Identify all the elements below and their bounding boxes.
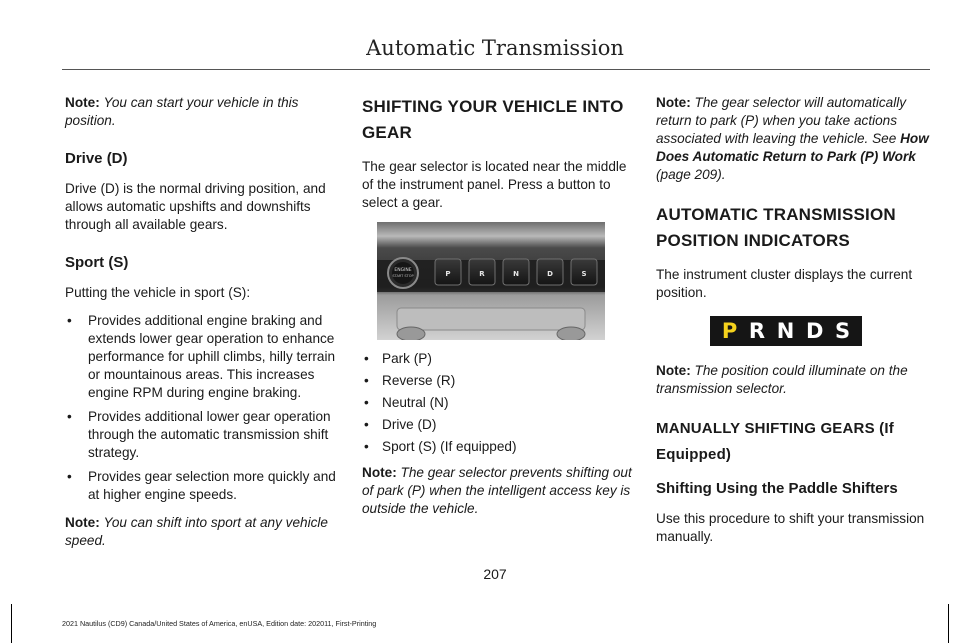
- note-sport-speed: [65, 514, 340, 550]
- list-item: • Provides additional engine braking and extends lower gear operation to enhance performance for uphill climbs, hilly terrain or mountainous areas. This increases engine RPM during engine braking.: [65, 312, 340, 402]
- note-start-position: [65, 94, 340, 130]
- list-item: • Reverse (R): [362, 372, 637, 390]
- list-item: • Provides additional lower gear operation through the automatic transmission shift strategy.: [65, 408, 340, 462]
- note-text: You can shift into sport at any vehicle speed.: [65, 515, 328, 548]
- engine-button-label: ENGINE: [394, 268, 412, 273]
- note-label: Note:: [65, 95, 100, 110]
- paddle-shifters-heading: Shifting Using the Paddle Shifters: [656, 480, 898, 497]
- gear-list: [362, 350, 637, 456]
- note-label: Note:: [656, 363, 691, 378]
- list-item: • Provides gear selection more quickly and at higher engine speeds.: [65, 468, 340, 504]
- list-item: • Sport (S) (If equipped): [362, 438, 637, 456]
- chapter-title: Automatic Transmission: [366, 36, 624, 60]
- page-header: [0, 0, 960, 70]
- note-text: The position could illuminate on the transmission selector.: [656, 363, 908, 396]
- indicator-letter-r: R: [748, 319, 766, 343]
- gear-button-s: S: [581, 270, 587, 278]
- cross-reference-link[interactable]: How Does Automatic Return to Park (P) Work: [656, 131, 929, 164]
- indicator-letter-p: P: [721, 319, 738, 343]
- gear-selector-image: [377, 222, 605, 340]
- crop-mark-bottom-right: [948, 604, 949, 643]
- gear-selector-illustration: [377, 222, 605, 340]
- sport-heading: Sport (S): [65, 254, 129, 271]
- note-intelligent-key: [362, 464, 637, 518]
- indicator-letter-n: N: [776, 319, 795, 343]
- gear-buttons: [435, 259, 597, 285]
- note-label: Note:: [362, 465, 397, 480]
- note-text: You can start your vehicle in this position.: [65, 95, 299, 128]
- sport-intro: Putting the vehicle in sport (S):: [65, 285, 251, 300]
- list-item: • Neutral (N): [362, 394, 637, 412]
- note-text: The gear selector will automatically return to park (P) when you take actions associated with leaving the vehicle. See: [656, 95, 907, 146]
- paddle-shifters-text: Use this procedure to shift your transmission manually.: [656, 511, 925, 544]
- indicator-letter-d: D: [805, 319, 824, 343]
- gear-selector-intro: The gear selector is located near the middle of the instrument panel. Press a button to select a gear.: [362, 159, 627, 210]
- page-reference: (page 209).: [656, 167, 726, 182]
- sport-bullet-list: [65, 312, 340, 504]
- note-text: The gear selector prevents shifting out of park (P) when the intelligent access key is outside the vehicle.: [362, 465, 632, 516]
- edition-footer: 2021 Nautilus (CD9) Canada/United States of America, enUSA, Edition date: 202011, First-Printing: [62, 619, 377, 628]
- drive-text: Drive (D) is the normal driving position, and allows automatic upshifts and downshifts through all available gears.: [65, 181, 326, 232]
- page-number: 207: [483, 566, 507, 582]
- drive-heading: Drive (D): [65, 150, 128, 167]
- note-illuminate: [656, 362, 931, 398]
- section-heading-indicators: AUTOMATIC TRANSMISSION POSITION INDICATORS: [656, 205, 896, 250]
- gear-button-p: P: [445, 270, 451, 278]
- crop-mark-bottom-left: [11, 604, 12, 643]
- gear-button-r: R: [479, 270, 485, 278]
- indicator-letter-s: S: [835, 319, 851, 343]
- list-item: • Park (P): [362, 350, 637, 368]
- gear-button-d: D: [547, 270, 553, 278]
- section-heading-manual-shifting: MANUALLY SHIFTING GEARS (If Equipped): [656, 420, 894, 463]
- indicator-text: The instrument cluster displays the current position.: [656, 267, 913, 300]
- note-label: Note:: [656, 95, 691, 110]
- section-heading-shifting: SHIFTING YOUR VEHICLE INTO GEAR: [362, 97, 624, 142]
- list-item: • Drive (D): [362, 416, 637, 434]
- prnds-indicator-display: [710, 316, 862, 346]
- header-rule: [62, 69, 930, 70]
- note-label: Note:: [65, 515, 100, 530]
- gear-button-n: N: [513, 270, 519, 278]
- column-right: [656, 94, 931, 556]
- column-middle: [362, 94, 637, 528]
- column-left: [65, 94, 340, 560]
- engine-button-sublabel: START STOP: [392, 274, 414, 278]
- note-auto-return-park: [656, 94, 931, 184]
